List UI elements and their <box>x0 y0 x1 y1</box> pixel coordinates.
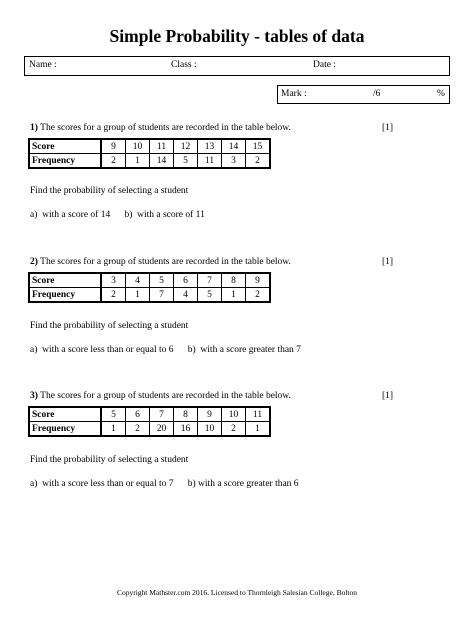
score-frequency-table <box>28 138 271 169</box>
frequency-cell: 2 <box>126 422 150 437</box>
score-cell: 5 <box>150 273 174 288</box>
score-cell: 7 <box>198 273 222 288</box>
frequency-row <box>29 154 270 169</box>
frequency-cell: 2 <box>246 288 271 303</box>
question-marks: [1] <box>382 391 394 401</box>
score-row <box>29 407 270 422</box>
part-b: b) with a score of 11 <box>124 210 205 220</box>
score-cell: 14 <box>222 139 246 154</box>
frequency-cell: 2 <box>222 422 246 437</box>
question-instruction: Find the probability of selecting a student <box>30 321 189 331</box>
score-row <box>29 273 270 288</box>
frequency-cell: 1 <box>126 288 150 303</box>
row-label: Frequency <box>29 422 101 437</box>
class-label: Class : <box>171 60 197 70</box>
score-frequency-table <box>28 406 271 437</box>
score-cell: 10 <box>126 139 150 154</box>
frequency-cell: 10 <box>198 422 222 437</box>
score-cell: 8 <box>174 407 198 422</box>
question-instruction: Find the probability of selecting a student <box>30 186 189 196</box>
frequency-cell: 4 <box>174 288 198 303</box>
question-number: 3) <box>30 391 38 401</box>
frequency-row <box>29 422 270 437</box>
score-cell: 8 <box>222 273 246 288</box>
frequency-cell: 14 <box>150 154 174 169</box>
mark-box <box>277 85 450 104</box>
score-cell: 4 <box>126 273 150 288</box>
frequency-cell: 11 <box>198 154 222 169</box>
question-text: The scores for a group of students are recorded in the table below. <box>40 257 291 267</box>
score-cell: 7 <box>150 407 174 422</box>
score-cell: 6 <box>174 273 198 288</box>
question-text: The scores for a group of students are recorded in the table below. <box>40 391 291 401</box>
score-cell: 15 <box>246 139 271 154</box>
score-row <box>29 139 270 154</box>
score-cell: 12 <box>174 139 198 154</box>
score-cell: 3 <box>101 273 126 288</box>
question-number: 2) <box>30 257 38 267</box>
score-cell: 13 <box>198 139 222 154</box>
frequency-cell: 1 <box>222 288 246 303</box>
frequency-cell: 2 <box>246 154 271 169</box>
row-label: Score <box>29 139 101 154</box>
frequency-cell: 2 <box>101 288 126 303</box>
part-a: a) with a score less than or equal to 7 <box>30 479 174 489</box>
score-cell: 6 <box>126 407 150 422</box>
score-cell: 9 <box>198 407 222 422</box>
worksheet-title: Simple Probability - tables of data <box>109 26 365 46</box>
frequency-cell: 5 <box>198 288 222 303</box>
question-marks: [1] <box>382 123 394 133</box>
frequency-cell: 2 <box>101 154 126 169</box>
score-cell: 10 <box>222 407 246 422</box>
row-label: Frequency <box>29 154 101 169</box>
part-a: a) with a score of 14 <box>30 210 111 220</box>
frequency-cell: 16 <box>174 422 198 437</box>
part-b: b) with a score greater than 7 <box>187 345 301 355</box>
score-cell: 9 <box>101 139 126 154</box>
score-frequency-table <box>28 272 271 303</box>
part-a: a) with a score less than or equal to 6 <box>30 345 174 355</box>
frequency-cell: 5 <box>174 154 198 169</box>
row-label: Score <box>29 407 101 422</box>
frequency-cell: 7 <box>150 288 174 303</box>
mark-label: Mark : <box>281 89 307 99</box>
frequency-cell: 3 <box>222 154 246 169</box>
mark-percent: % <box>437 89 445 99</box>
mark-out-of: /6 <box>373 89 381 99</box>
row-label: Frequency <box>29 288 101 303</box>
question-marks: [1] <box>382 257 394 267</box>
frequency-cell: 1 <box>126 154 150 169</box>
question-number: 1) <box>30 123 38 133</box>
score-cell: 11 <box>246 407 271 422</box>
part-b: b) with a score greater than 6 <box>187 479 299 489</box>
score-cell: 5 <box>101 407 126 422</box>
name-label: Name : <box>29 60 57 70</box>
student-info-box <box>24 56 450 76</box>
frequency-row <box>29 288 270 303</box>
score-cell: 9 <box>246 273 271 288</box>
frequency-cell: 1 <box>246 422 271 437</box>
copyright-footer: Copyright Mathster.com 2016. Licensed to Thornleigh Salesian College, Bolton <box>116 588 358 597</box>
frequency-cell: 20 <box>150 422 174 437</box>
frequency-cell: 1 <box>101 422 126 437</box>
score-cell: 11 <box>150 139 174 154</box>
question-text: The scores for a group of students are recorded in the table below. <box>40 123 291 133</box>
question-instruction: Find the probability of selecting a student <box>30 455 189 465</box>
row-label: Score <box>29 273 101 288</box>
date-label: Date : <box>313 60 336 70</box>
